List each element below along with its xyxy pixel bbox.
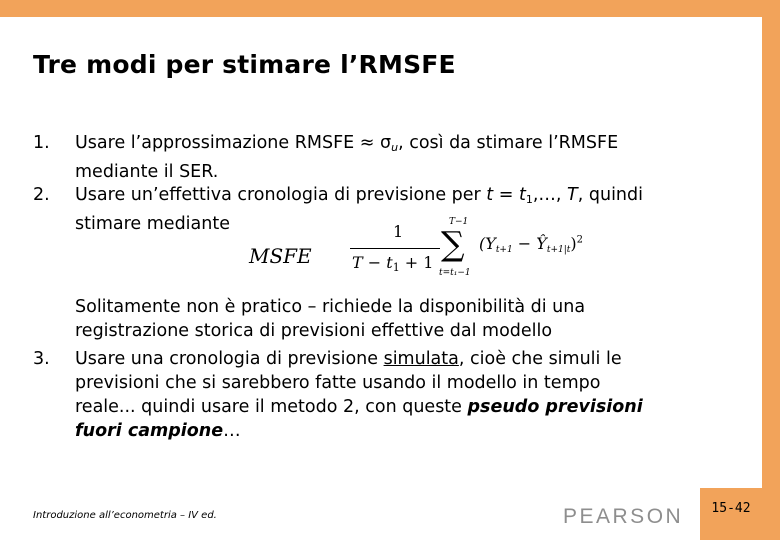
item-2-line-1: Usare un’effettiva cronologia di previsione per $t = t_1,\dots$, T, quindi bbox=[75, 185, 643, 206]
item-2-note bbox=[75, 295, 585, 343]
slide-title: Tre modi per stimare l’RMSFE bbox=[33, 50, 456, 79]
item-3-number: 3. bbox=[33, 349, 50, 369]
summation-icon: ∑ bbox=[441, 224, 465, 263]
item-3-line-1: Usare una cronologia di previsione simulata, cioè che simuli le bbox=[75, 349, 622, 369]
top-frame-bar bbox=[0, 0, 780, 17]
item-2-note-line-1: Solitamente non è pratico – richiede la disponibilità di una bbox=[75, 297, 586, 317]
item-2-line-2: stimare mediante bbox=[75, 214, 230, 234]
item-3-line-4: fuori campione… bbox=[75, 421, 241, 441]
item-3-line-2: previsioni che si sarebbero fatte usando il modello in tempo bbox=[75, 373, 601, 393]
item-2-number: 2. bbox=[33, 185, 50, 205]
item-3 bbox=[75, 347, 643, 443]
formula-lhs: MSFE bbox=[249, 244, 312, 268]
item-3-line-3: reale... quindi usare il metodo 2, con queste pseudo previsioni bbox=[75, 397, 643, 417]
right-frame-bar bbox=[762, 0, 780, 540]
book-title-footer: Introduzione all’econometria – IV ed. bbox=[33, 510, 217, 521]
item-2-note-line-2: registrazione storica di previsioni effettive dal modello bbox=[75, 321, 553, 341]
item-1-line-2: mediante il SER. bbox=[75, 162, 219, 182]
msfe-formula bbox=[245, 212, 615, 284]
formula-term: ($Y_{t+1}$ − $Ŷ_{t+1|t})^2$ bbox=[479, 234, 584, 255]
page-number: 15-42 bbox=[711, 501, 751, 516]
publisher-logo: PEARSON bbox=[563, 505, 684, 528]
fraction-bar bbox=[350, 248, 440, 249]
sum-upper-limit: T−1 bbox=[449, 217, 469, 227]
formula-denominator: $T - t_1 + 1$ bbox=[352, 253, 434, 274]
item-1-line-1: Usare l’approssimazione RMSFE ≈ $\sigma_u$, così da stimare l’RMSFE bbox=[75, 133, 619, 154]
formula-numerator: 1 bbox=[393, 222, 404, 241]
sum-lower-limit: t=t₁−1 bbox=[439, 268, 471, 278]
page-number-box bbox=[700, 488, 762, 540]
item-1 bbox=[75, 131, 618, 184]
item-1-number: 1. bbox=[33, 133, 50, 153]
